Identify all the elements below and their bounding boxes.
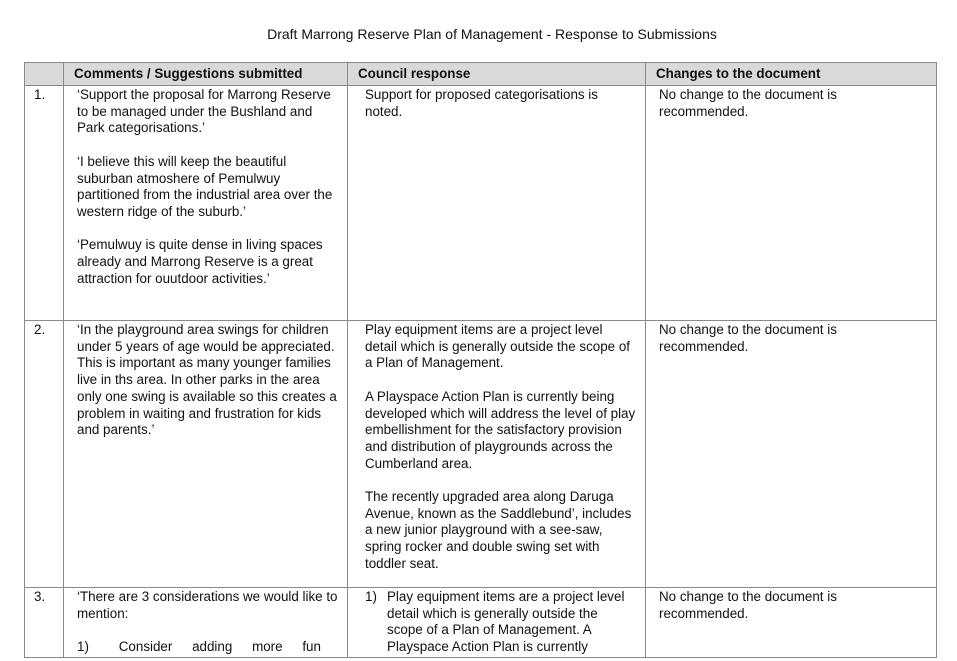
list-item-number: 1) [365,589,377,604]
comment-paragraph: ‘I believe this will keep the beautiful suburban atmoshere of Pemulwuy partitioned from the industrial area over the western ridge of the suburb.’ [77,153,333,219]
response-paragraph: Play equipment items are a project level detail which is generally outside the scope of a Plan of Management. [365,322,630,371]
comment-paragraph: ‘Support the proposal for Marrong Reserve to be managed under the Bushland and Park categorisations.’ [77,87,331,136]
comments-cell [64,588,348,658]
council-response-cell [348,321,646,588]
comment-paragraph: ‘In the playground area swings for children under 5 years of age would be appreciated. This is important as many younger families live in ths area. In other parks in the area only one swing is available so this creates a problem in waiting and frustration for kids and parents.’ [77,322,337,438]
table-row [25,321,937,588]
changes-cell [646,321,937,588]
changes-cell [646,86,937,321]
changes-cell [646,588,937,658]
response-list-item [365,589,637,656]
header-changes: Changes to the document [646,63,937,86]
comment-paragraph: ‘There are 3 considerations we would like to mention: [77,589,338,621]
table-header-row [25,63,937,86]
list-item-word: more [252,639,283,655]
comments-cell [64,86,348,321]
comments-cell [64,321,348,588]
list-item-number: 1) [77,639,89,655]
changes-text: No change to the document is recommended. [659,87,837,119]
row-number: 1. [25,86,64,321]
header-comments: Comments / Suggestions submitted [64,63,348,86]
document-title: Draft Marrong Reserve Plan of Management - Response to Submissions [267,26,717,42]
header-number [25,63,64,86]
table-row [25,86,937,321]
changes-text: No change to the document is recommended. [659,589,837,621]
council-response-cell [348,86,646,321]
comment-paragraph: ‘Pemulwuy is quite dense in living spaces already and Marrong Reserve is a great attraction for ouutdoor activities.’ [77,237,323,286]
list-item-word: adding [192,639,233,655]
comment-list-item [77,639,321,656]
list-item-word: fun [302,639,321,655]
response-paragraph: A Playspace Action Plan is currently being developed which will address the level of play embellishment for the satisfactory provision and distribution of playgrounds across the Cumberland area. [365,388,636,471]
changes-text: No change to the document is recommended. [659,322,837,354]
council-response-cell [348,588,646,658]
table-row [25,588,937,658]
header-council-response: Council response [348,63,646,86]
list-item-text: Play equipment items are a project level detail which is generally outside the scope of a Plan of Management. A Playspace Action Plan is currently [387,589,625,655]
submissions-table [24,62,937,658]
row-number: 3. [25,588,64,658]
response-list [365,589,637,656]
response-paragraph: The recently upgraded area along Daruga Avenue, known as the Saddlebund’, includes a new junior playground with a see-saw, spring rocker and double swing set with toddler seat. [365,489,632,571]
row-number: 2. [25,321,64,588]
list-item-word: Consider [118,639,173,655]
response-paragraph: Support for proposed categorisations is noted. [365,87,598,119]
